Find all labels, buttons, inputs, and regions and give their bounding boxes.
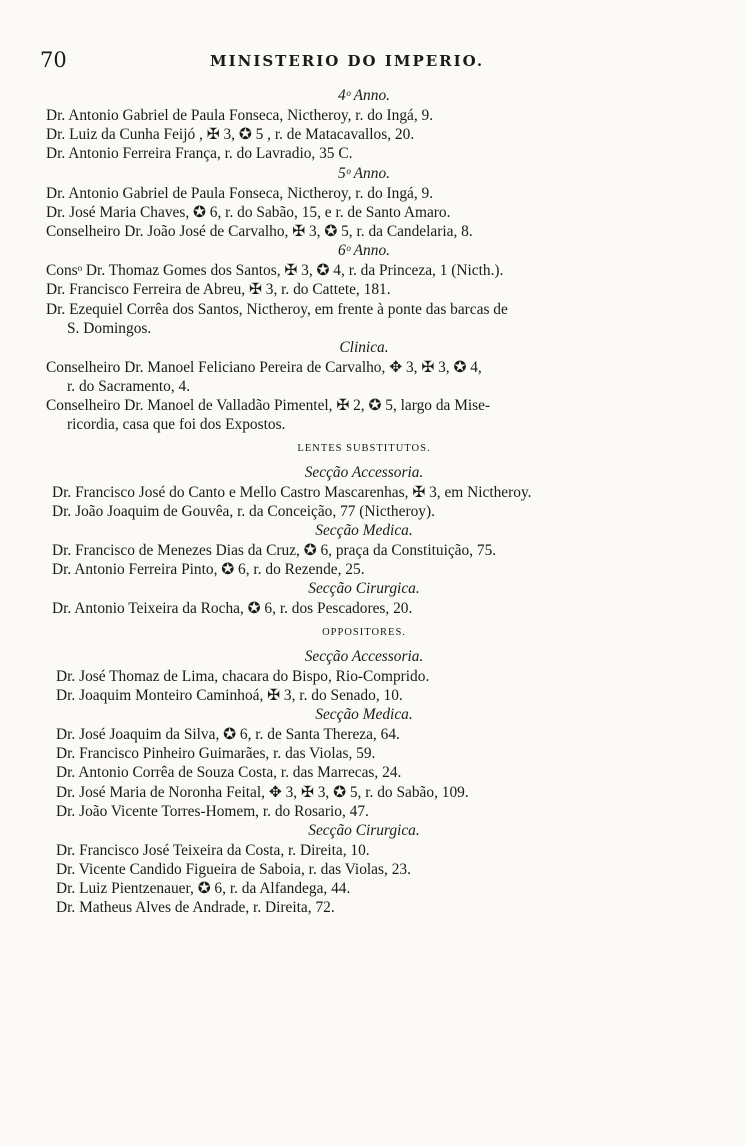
list-entry: Consᵒ Dr. Thomaz Gomes dos Santos, ✠ 3, ✪ 4, r. da Princeza, 1 (Nicth.). xyxy=(46,262,504,280)
subsection-heading: Secção Medica. xyxy=(315,522,413,539)
subsection-heading: Clinica. xyxy=(339,338,389,356)
subsection-heading: Secção Accessoria. xyxy=(304,463,424,481)
list-entry: Dr. Luiz da Cunha Feijó , ✠ 3, ✪ 5 , r. de Matacavallos, 20. xyxy=(46,126,415,144)
list-entry: Dr. Vicente Candido Figueira de Saboia, r. das Violas, 23. xyxy=(56,861,411,879)
subsection-heading: 5ᵒ Anno. xyxy=(338,164,390,182)
list-entry: Dr. Francisco José Teixeira da Costa, r. Direita, 10. xyxy=(56,841,370,859)
page-body xyxy=(46,86,682,918)
list-entry: Dr. Antonio Ferreira Pinto, ✪ 6, r. do Rezende, 25. xyxy=(52,561,365,579)
entry-line: Conselheiro Dr. Manoel de Valladão Pimentel, ✠ 2, ✪ 5, largo da Mise- xyxy=(46,397,491,415)
list-entry: Dr. Antonio Gabriel de Paula Fonseca, Nictheroy, r. do Ingá, 9. xyxy=(46,184,434,202)
list-entry: Dr. Francisco José do Canto e Mello Castro Mascarenhas, ✠ 3, em Nictheroy. xyxy=(52,483,532,501)
list-entry: Dr. Luiz Pientzenauer, ✪ 6, r. da Alfandega, 44. xyxy=(56,880,351,898)
list-entry: Dr. José Maria Chaves, ✪ 6, r. do Sabão, 15, e r. de Santo Amaro. xyxy=(46,203,451,221)
list-entry xyxy=(46,358,682,396)
page-header xyxy=(40,48,680,74)
list-entry: Dr. João Vicente Torres-Homem, r. do Rosario, 47. xyxy=(56,802,369,820)
subsection-heading: Secção Cirurgica. xyxy=(308,580,420,598)
entry-continuation: r. do Sacramento, 4. xyxy=(67,378,191,396)
list-entry: Dr. José Maria de Noronha Feital, ✥ 3, ✠ 3, ✪ 5, r. do Sabão, 109. xyxy=(56,783,469,801)
list-entry: Dr. Antonio Teixeira da Rocha, ✪ 6, r. dos Pescadores, 20. xyxy=(52,600,413,618)
subsection-heading: Secção Accessoria. xyxy=(304,647,424,665)
list-entry: Dr. Francisco de Menezes Dias da Cruz, ✪ 6, praça da Constituição, 75. xyxy=(52,542,497,559)
entry-line: Dr. Ezequiel Corrêa dos Santos, Nictheroy, em frente à ponte das barcas de xyxy=(46,300,508,318)
list-entry: Dr. José Joaquim da Silva, ✪ 6, r. de Santa Thereza, 64. xyxy=(56,725,400,743)
list-entry: Dr. Antonio Corrêa de Souza Costa, r. das Marrecas, 24. xyxy=(56,764,402,782)
entry-continuation: ricordia, casa que foi dos Expostos. xyxy=(67,416,286,434)
list-entry: Dr. João Joaquim de Gouvêa, r. da Conceição, 77 (Nictheroy). xyxy=(52,502,435,520)
page-number: 70 xyxy=(40,48,67,72)
running-title: MINISTERIO DO IMPERIO. xyxy=(210,52,485,70)
list-entry: Dr. Antonio Ferreira França, r. do Lavradio, 35 C. xyxy=(46,145,353,163)
list-entry: Dr. José Thomaz de Lima, chacara do Bispo, Rio-Comprido. xyxy=(56,667,430,685)
list-entry xyxy=(46,396,682,434)
list-entry: Dr. Antonio Gabriel de Paula Fonseca, Nictheroy, r. do Ingá, 9. xyxy=(46,107,434,124)
section-heading: OPPOSITORES. xyxy=(322,626,406,638)
entry-continuation: S. Domingos. xyxy=(67,319,152,337)
list-entry: Dr. Joaquim Monteiro Caminhoá, ✠ 3, r. do Senado, 10. xyxy=(56,686,403,704)
list-entry: Dr. Francisco Ferreira de Abreu, ✠ 3, r. do Cattete, 181. xyxy=(46,281,391,299)
list-entry xyxy=(46,300,682,338)
list-entry: Conselheiro Dr. João José de Carvalho, ✠ 3, ✪ 5, r. da Candelaria, 8. xyxy=(46,222,473,240)
subsection-heading: Secção Medica. xyxy=(315,705,413,723)
entry-line: Conselheiro Dr. Manoel Feliciano Pereira de Carvalho, ✥ 3, ✠ 3, ✪ 4, xyxy=(46,358,482,376)
list-entry: Dr. Francisco Pinheiro Guimarães, r. das Violas, 59. xyxy=(56,745,376,763)
subsection-heading: Secção Cirurgica. xyxy=(308,821,420,839)
subsection-heading: 6ᵒ Anno. xyxy=(338,242,390,260)
section-heading: LENTES SUBSTITUTOS. xyxy=(297,442,431,454)
list-entry: Dr. Matheus Alves de Andrade, r. Direita, 72. xyxy=(56,899,335,917)
subsection-heading: 4ᵒ Anno. xyxy=(338,87,390,104)
